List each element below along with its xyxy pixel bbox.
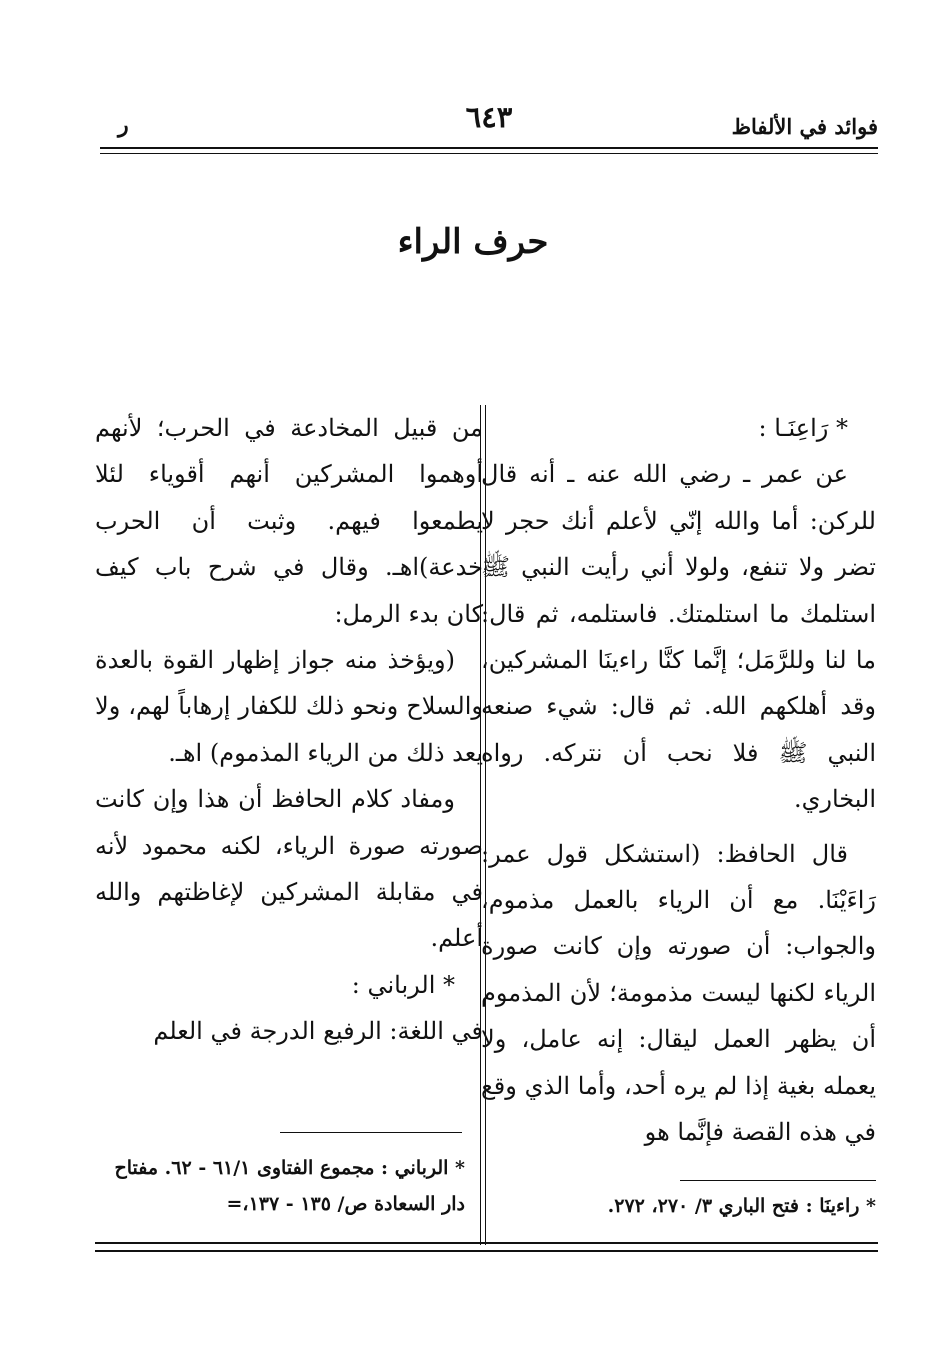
divider-line-b	[485, 405, 486, 1245]
footnote-left: * الرباني : مجموع الفتاوى ٦١/١ - ٦٢. مفتاح دار السعادة ص/ ١٣٥ - ١٣٧،=	[114, 1157, 465, 1215]
left-column	[95, 405, 483, 1055]
entry-heading-raina: * رَاعِنَـا :	[758, 414, 848, 442]
letter-mark: ر	[118, 112, 129, 138]
hadith-paragraph: عن عمر ـ رضي الله عنه ـ أنه قال للركن: أما والله إنّي لأعلم أنك حجر لا تضر ولا تنفع، ولولا أني رأيت النبي ﷺ استلمك ما استلمتك. فاستلمه، ثم قال: ما لنا وللرَّمَل؛ إنَّما كنَّا راءينَا المشركين، وقد أهلكهم الله. ثم قال: شيء صنعه النبي ﷺ فلا نحب أن نتركه. رواه البخاري.	[481, 460, 876, 814]
rabbani-definition: في اللغة: الرفيع الدرجة في العلم	[153, 1017, 483, 1046]
section-title: حرف الراء	[397, 222, 549, 262]
continuation-paragraph: من قبيل المخادعة في الحرب؛ لأنهم أوهموا المشركين أنهم أقوياء لئلا يطمعوا فيهم. وثبت أن الحرب خدعة)اهـ. وقال في شرح باب كيف كان بدء الرمل:	[95, 414, 483, 628]
footnote-rule-left	[280, 1132, 462, 1133]
page-number: ٦٤٣	[465, 100, 513, 134]
footer-rule-top	[95, 1242, 878, 1244]
hafiz-paragraph: قال الحافظ: (استشكل قول عمر: رَاءَيْنَا. مع أن الرياء بالعمل مذموم، والجواب: أن صورته وإن كانت صورة الرياء لكنها ليست مذمومة؛ لأن المذموم أن يظهر العمل ليقال: إنه عامل، ولا يعمله بغية إذا لم يره أحد، وأما الذي وقع في هذه القصة فإنَّما هو	[481, 839, 876, 1147]
header-rule-thick	[100, 147, 878, 149]
footnote-rule-right	[680, 1180, 876, 1181]
footer-rule-bottom	[95, 1250, 878, 1252]
right-column	[481, 405, 876, 1156]
paragraph-gap	[481, 823, 876, 831]
entry-heading-rabbani: * الرباني :	[351, 970, 455, 999]
header-rule-thin	[100, 153, 878, 154]
running-title: فوائد في الألفاظ	[731, 114, 878, 139]
footnote-right: * راءينَا : فتح الباري ٣/ ٢٧٠، ٢٧٢.	[607, 1195, 876, 1217]
page-header	[100, 100, 878, 140]
conclusion-paragraph: ومفاد كلام الحافظ أن هذا وإن كانت صورته صورة الرياء، لكنه محمود لأنه في مقابلة المشركين لإغاظتهم والله أعلم.	[95, 785, 483, 953]
quotation-paragraph: (ويؤخذ منه جواز إظهار القوة بالعدة والسلاح ونحو ذلك للكفار إرهاباً لهم، ولا يعد ذلك من الرياء المذموم) اهـ.	[95, 646, 483, 767]
